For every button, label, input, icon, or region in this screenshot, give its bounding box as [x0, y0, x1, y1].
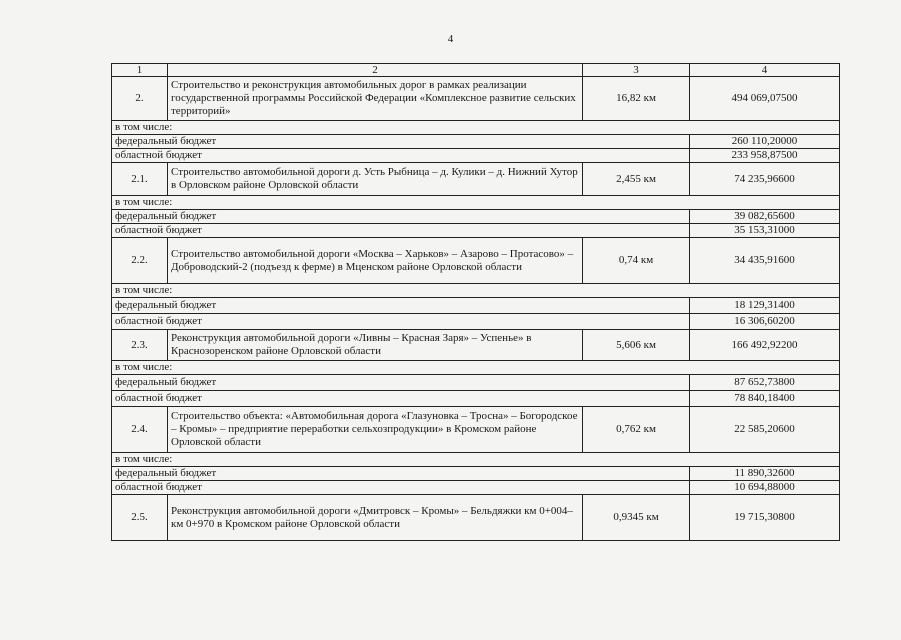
federal-budget-amount: 18 129,31400	[690, 298, 840, 314]
including-row	[112, 196, 840, 210]
federal-budget-amount: 39 082,65600	[690, 210, 840, 224]
project-description: Строительство автомобильной дороги «Москва – Харьков» – Азарово – Протасово» – Доброводский-2 (подъезд к ферме) в Мценском районе Орловской области	[168, 238, 583, 284]
header-col-3: 3	[583, 64, 690, 77]
including-label: в том числе:	[112, 196, 840, 210]
project-description: Строительство и реконструкция автомобильных дорог в рамках реализации государственной программы Российской Федерации «Комплексное развитие сельских территорий»	[168, 77, 583, 121]
header-col-4: 4	[690, 64, 840, 77]
federal-budget-row	[112, 135, 840, 149]
federal-budget-row	[112, 298, 840, 314]
project-description: Строительство объекта: «Автомобильная дорога «Глазуновка – Тросна» – Богородское – Кромы» – предприятие переработки сельхозпродукции» в Кромском районе Орловской области	[168, 407, 583, 453]
including-row	[112, 361, 840, 375]
header-row	[112, 64, 840, 77]
road-length: 16,82 км	[583, 77, 690, 121]
row-number: 2.4.	[112, 407, 168, 453]
project-row	[112, 495, 840, 541]
total-amount: 22 585,20600	[690, 407, 840, 453]
including-row	[112, 284, 840, 298]
total-amount: 19 715,30800	[690, 495, 840, 541]
project-row	[112, 163, 840, 196]
regional-budget-row	[112, 314, 840, 330]
road-length: 0,9345 км	[583, 495, 690, 541]
total-amount: 494 069,07500	[690, 77, 840, 121]
project-row	[112, 407, 840, 453]
federal-budget-amount: 87 652,73800	[690, 375, 840, 391]
regional-budget-amount: 78 840,18400	[690, 391, 840, 407]
road-length: 5,606 км	[583, 330, 690, 361]
project-description: Строительство автомобильной дороги д. Усть Рыбница – д. Кулики – д. Нижний Хутор в Орловском районе Орловской области	[168, 163, 583, 196]
federal-budget-amount: 11 890,32600	[690, 467, 840, 481]
row-number: 2.2.	[112, 238, 168, 284]
row-number: 2.5.	[112, 495, 168, 541]
project-description: Реконструкция автомобильной дороги «Ливны – Красная Заря» – Успенье» в Краснозоренском районе Орловской области	[168, 330, 583, 361]
including-label: в том числе:	[112, 453, 840, 467]
road-length: 0,74 км	[583, 238, 690, 284]
budget-table	[111, 63, 840, 541]
regional-budget-amount: 10 694,88000	[690, 481, 840, 495]
including-row	[112, 453, 840, 467]
federal-budget-amount: 260 110,20000	[690, 135, 840, 149]
header-col-2: 2	[168, 64, 583, 77]
federal-budget-label: федеральный бюджет	[112, 210, 690, 224]
regional-budget-row	[112, 224, 840, 238]
regional-budget-row	[112, 391, 840, 407]
page-number: 4	[447, 33, 454, 45]
total-amount: 74 235,96600	[690, 163, 840, 196]
total-amount: 34 435,91600	[690, 238, 840, 284]
row-number: 2.1.	[112, 163, 168, 196]
regional-budget-label: областной бюджет	[112, 481, 690, 495]
regional-budget-amount: 16 306,60200	[690, 314, 840, 330]
regional-budget-label: областной бюджет	[112, 391, 690, 407]
regional-budget-row	[112, 481, 840, 495]
including-label: в том числе:	[112, 284, 840, 298]
federal-budget-row	[112, 375, 840, 391]
row-number: 2.3.	[112, 330, 168, 361]
federal-budget-label: федеральный бюджет	[112, 467, 690, 481]
project-row	[112, 77, 840, 121]
federal-budget-row	[112, 467, 840, 481]
project-description: Реконструкция автомобильной дороги «Дмитровск – Кромы» – Бельдяжки км 0+004–км 0+970 в Кромском районе Орловской области	[168, 495, 583, 541]
regional-budget-row	[112, 149, 840, 163]
federal-budget-label: федеральный бюджет	[112, 135, 690, 149]
project-row	[112, 330, 840, 361]
regional-budget-label: областной бюджет	[112, 224, 690, 238]
road-length: 2,455 км	[583, 163, 690, 196]
including-row	[112, 121, 840, 135]
federal-budget-label: федеральный бюджет	[112, 298, 690, 314]
including-label: в том числе:	[112, 121, 840, 135]
project-row	[112, 238, 840, 284]
including-label: в том числе:	[112, 361, 840, 375]
federal-budget-label: федеральный бюджет	[112, 375, 690, 391]
total-amount: 166 492,92200	[690, 330, 840, 361]
row-number: 2.	[112, 77, 168, 121]
regional-budget-label: областной бюджет	[112, 149, 690, 163]
regional-budget-amount: 35 153,31000	[690, 224, 840, 238]
header-col-1: 1	[112, 64, 168, 77]
road-length: 0,762 км	[583, 407, 690, 453]
regional-budget-amount: 233 958,87500	[690, 149, 840, 163]
federal-budget-row	[112, 210, 840, 224]
regional-budget-label: областной бюджет	[112, 314, 690, 330]
